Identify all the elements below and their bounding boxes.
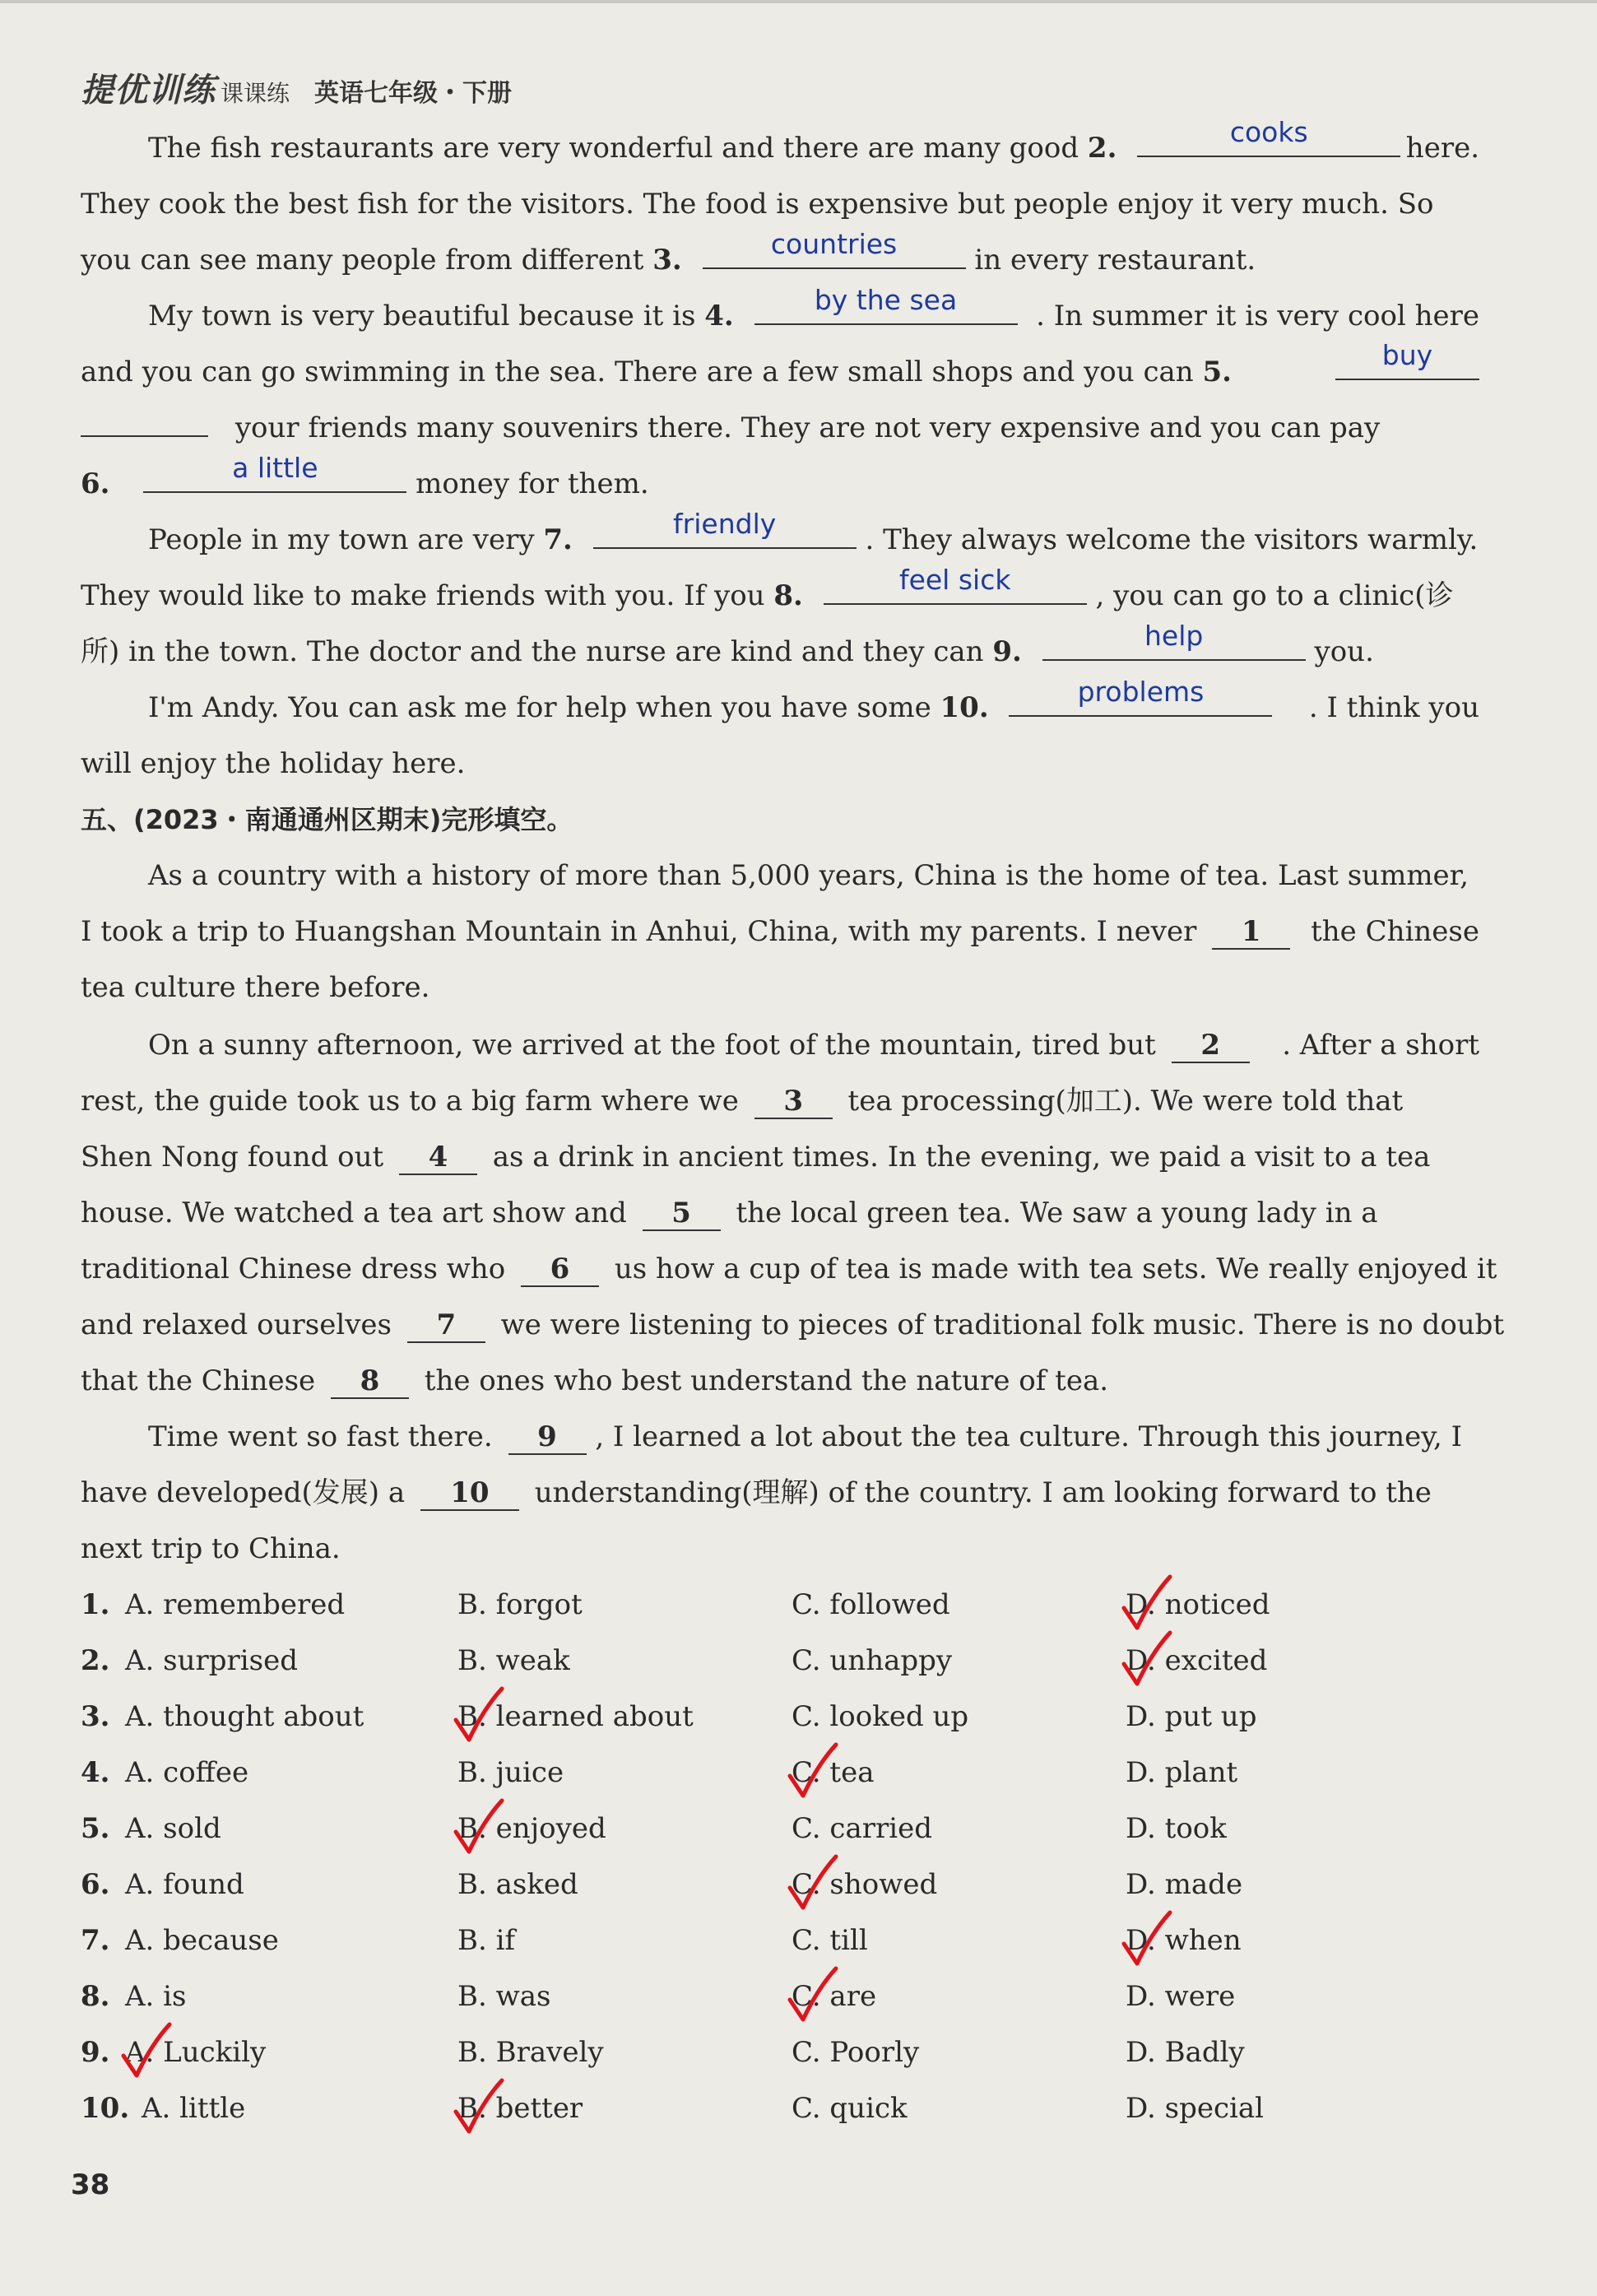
question-number: 9. xyxy=(81,2036,110,2069)
option-b[interactable]: B. asked xyxy=(457,1868,578,1901)
option-c[interactable]: C. quick xyxy=(792,2092,908,2125)
passage2-line: On a sunny afternoon, we arrived at the foot of the mountain, tired but 2 . After a short xyxy=(148,1029,1479,1062)
option-d[interactable]: D. made xyxy=(1126,1868,1243,1901)
answer-blank-cont xyxy=(81,402,208,437)
answer-blank[interactable]: problems xyxy=(1009,682,1272,717)
question-number: 1. xyxy=(81,1588,110,1621)
option-c[interactable]: C. are xyxy=(792,1980,877,2013)
option-b[interactable]: B. was xyxy=(457,1980,551,2013)
answer-blank[interactable]: a little xyxy=(143,458,406,493)
option-a[interactable]: A. because xyxy=(125,1924,279,1957)
option-a[interactable]: A. sold xyxy=(125,1812,221,1845)
cloze-blank[interactable]: 5 xyxy=(643,1197,721,1231)
passage2-line: have developed(发展) a 10 understanding(理解) of the country. I am looking forward to the xyxy=(81,1476,1432,1509)
question-number: 7. xyxy=(81,1924,110,1957)
top-border xyxy=(0,0,1597,3)
option-b[interactable]: B. weak xyxy=(457,1644,570,1677)
option-b[interactable]: B. learned about xyxy=(457,1700,694,1733)
option-a[interactable]: A. found xyxy=(125,1868,244,1901)
passage2-line: tea culture there before. xyxy=(81,971,430,1004)
option-c[interactable]: C. looked up xyxy=(792,1700,969,1733)
check-mark-icon xyxy=(785,1740,843,1806)
option-d[interactable]: D. Badly xyxy=(1126,2036,1245,2069)
option-c[interactable]: C. Poorly xyxy=(792,2036,920,2069)
option-d[interactable]: D. excited xyxy=(1126,1644,1268,1677)
option-c[interactable]: C. followed xyxy=(792,1588,950,1621)
passage1-line: will enjoy the holiday here. xyxy=(81,747,466,780)
question-number: 8. xyxy=(81,1980,110,2013)
option-d[interactable]: D. noticed xyxy=(1126,1588,1270,1621)
cloze-blank[interactable]: 7 xyxy=(407,1308,485,1343)
option-b[interactable]: B. better xyxy=(457,2092,583,2125)
option-a[interactable]: A. little xyxy=(142,2092,246,2125)
option-d[interactable]: D. when xyxy=(1126,1924,1242,1957)
passage1-line: My town is very beautiful because it is 4. by the sea . In summer it is very cool here xyxy=(148,284,1479,332)
passage2-line: rest, the guide took us to a big farm where we 3 tea processing(加工). We were told that xyxy=(81,1085,1404,1118)
cloze-blank[interactable]: 10 xyxy=(420,1476,519,1511)
series-name: 课课练 xyxy=(221,80,290,107)
answer-blank[interactable]: help xyxy=(1042,626,1306,661)
answer-blank[interactable]: by the sea xyxy=(754,290,1018,325)
question-number: 4. xyxy=(81,1756,110,1789)
option-c[interactable]: C. tea xyxy=(792,1756,875,1789)
option-b[interactable]: B. juice xyxy=(457,1756,564,1789)
cloze-blank[interactable]: 6 xyxy=(521,1253,599,1287)
passage1-line: 所) in the town. The doctor and the nurse are kind and they can 9. help you. xyxy=(81,620,1374,668)
check-mark-icon xyxy=(451,1684,508,1750)
passage2-line: Time went so fast there. 9 , I learned a lot about the tea culture. Through this journey, I xyxy=(148,1420,1463,1453)
option-a[interactable]: A. is xyxy=(125,1980,187,2013)
passage2-line: that the Chinese 8 the ones who best understand the nature of tea. xyxy=(81,1364,1109,1397)
cloze-blank[interactable]: 3 xyxy=(754,1085,833,1119)
answer-blank[interactable]: friendly xyxy=(593,514,857,549)
check-mark-icon xyxy=(118,2019,176,2085)
passage1-line: I'm Andy. You can ask me for help when you have some 10. problems . I think you xyxy=(148,676,1479,724)
option-d[interactable]: D. took xyxy=(1126,1812,1227,1845)
question-number: 5. xyxy=(81,1812,110,1845)
option-a[interactable]: A. Luckily xyxy=(125,2036,267,2069)
check-mark-icon xyxy=(1119,1628,1177,1694)
option-c[interactable]: C. carried xyxy=(792,1812,932,1845)
passage2-line: As a country with a history of more than 5,000 years, China is the home of tea. Last summer, xyxy=(148,859,1469,892)
passage2-line: next trip to China. xyxy=(81,1532,341,1565)
passage1-line: your friends many souvenirs there. They are not very expensive and you can pay xyxy=(81,400,1479,456)
question-number: 2. xyxy=(81,1644,110,1677)
passage2-line: I took a trip to Huangshan Mountain in Anhui, China, with my parents. I never 1 the Chinese xyxy=(81,915,1479,948)
option-d[interactable]: D. were xyxy=(1126,1980,1236,2013)
passage1-line: The fish restaurants are very wonderful and there are many good 2. cooks here. xyxy=(148,116,1479,165)
passage1-line: They would like to make friends with you. If you 8. feel sick , you can go to a clinic(诊 xyxy=(81,564,1454,612)
answer-blank[interactable]: countries xyxy=(703,235,966,269)
cloze-blank[interactable]: 1 xyxy=(1212,915,1290,950)
check-mark-icon xyxy=(451,2075,508,2141)
cloze-blank[interactable]: 9 xyxy=(508,1420,587,1455)
option-a[interactable]: A. surprised xyxy=(125,1644,298,1677)
answer-blank[interactable]: feel sick xyxy=(824,570,1087,605)
option-d[interactable]: D. special xyxy=(1126,2092,1265,2125)
option-a[interactable]: A. remembered xyxy=(125,1588,346,1621)
option-d[interactable]: D. put up xyxy=(1126,1700,1257,1733)
option-b[interactable]: B. if xyxy=(457,1924,516,1957)
check-mark-icon xyxy=(785,1852,843,1917)
option-d[interactable]: D. plant xyxy=(1126,1756,1238,1789)
passage1-line: People in my town are very 7. friendly . They always welcome the visitors warmly. xyxy=(148,508,1479,556)
answer-blank[interactable]: cooks xyxy=(1137,123,1400,157)
check-mark-icon xyxy=(1119,1908,1177,1973)
question-number: 6. xyxy=(81,1868,110,1901)
book-title: 英语七年级・下册 xyxy=(314,79,513,108)
option-c[interactable]: C. showed xyxy=(792,1868,938,1901)
brand-logo: 提优训练 xyxy=(81,72,216,109)
question-number: 3. xyxy=(81,1700,110,1733)
cloze-blank[interactable]: 4 xyxy=(399,1141,477,1175)
option-a[interactable]: A. thought about xyxy=(125,1700,364,1733)
page-number: 38 xyxy=(71,2168,110,2201)
passage1-line: you can see many people from different 3. countries in every restaurant. xyxy=(81,228,1256,277)
passage2-line: house. We watched a tea art show and 5 the local green tea. We saw a young lady in a xyxy=(81,1197,1378,1229)
option-b[interactable]: B. Bravely xyxy=(457,2036,604,2069)
check-mark-icon xyxy=(451,1796,508,1861)
option-b[interactable]: B. enjoyed xyxy=(457,1812,606,1845)
cloze-blank[interactable]: 2 xyxy=(1172,1029,1250,1063)
cloze-blank[interactable]: 8 xyxy=(331,1364,409,1399)
passage1-line: and you can go swimming in the sea. There are a few small shops and you can 5. buy xyxy=(81,344,1479,400)
passage2-line: Shen Nong found out 4 as a drink in ancient times. In the evening, we paid a visit to a tea xyxy=(81,1141,1431,1174)
section-heading: 五、(2023・南通通州区期末)完形填空。 xyxy=(81,804,573,835)
passage1-line: 6. a little money for them. xyxy=(81,452,649,500)
page-header xyxy=(81,64,513,109)
question-number: 10. xyxy=(81,2092,130,2125)
passage1-line: They cook the best fish for the visitors. The food is expensive but people enjoy it very much. So xyxy=(81,188,1434,221)
answer-blank[interactable]: buy xyxy=(1335,346,1479,380)
check-mark-icon xyxy=(785,1964,843,2029)
option-b[interactable]: B. forgot xyxy=(457,1588,583,1621)
option-c[interactable]: C. till xyxy=(792,1924,868,1957)
passage2-line: and relaxed ourselves 7 we were listening to pieces of traditional folk music. There is no doubt xyxy=(81,1308,1505,1341)
passage2-line: traditional Chinese dress who 6 us how a cup of tea is made with tea sets. We really enjoyed it xyxy=(81,1253,1497,1285)
option-c[interactable]: C. unhappy xyxy=(792,1644,953,1677)
option-a[interactable]: A. coffee xyxy=(125,1756,249,1789)
